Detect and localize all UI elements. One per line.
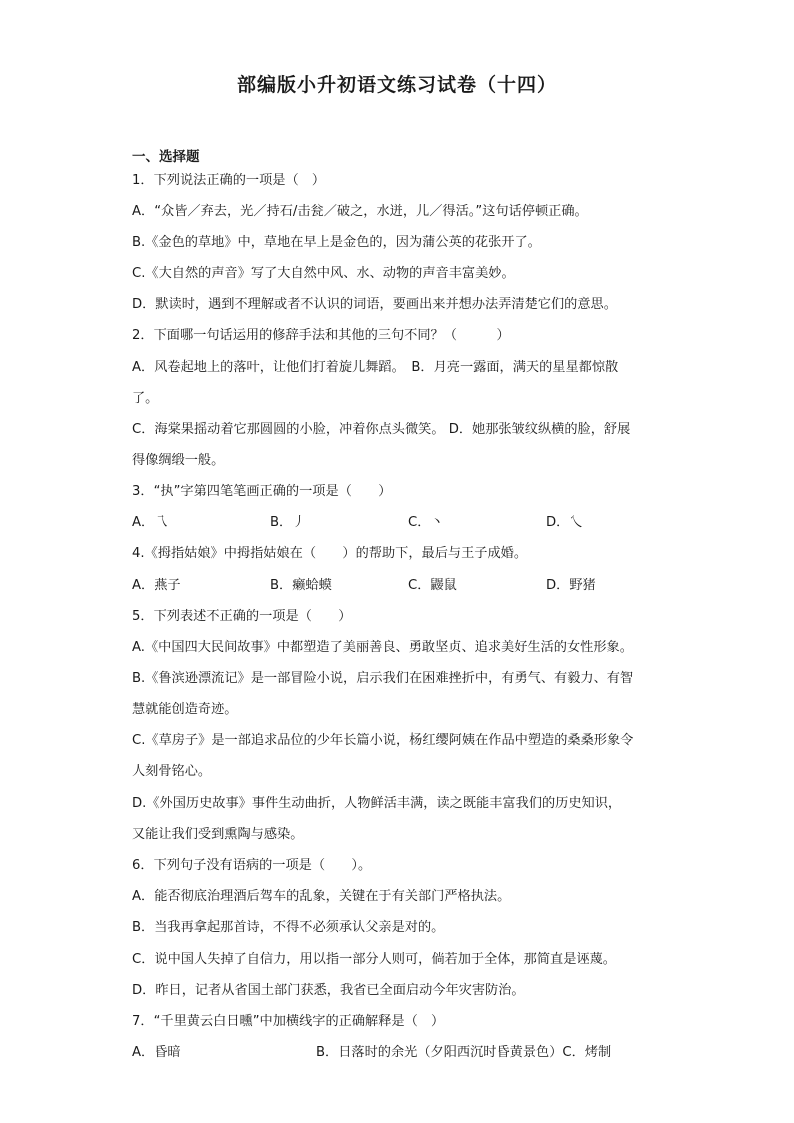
question-4-stem: 4.《拇指姑娘》中拇指姑娘在（ ）的帮助下，最后与王子成婚。 <box>132 546 528 561</box>
question-6-option-d: D．昨日，记者从省国土部门获悉，我省已全面启动今年灾害防治。 <box>132 983 525 998</box>
question-3-option-a: A．乁 <box>132 515 168 530</box>
question-6-stem: 6．下列句子没有语病的一项是（ ）。 <box>132 858 372 873</box>
question-3-stem: 3．“执”字第四笔笔画正确的一项是（ ） <box>132 484 392 499</box>
question-2-options-line-1: A．风卷起地上的落叶，让他们打着旋儿舞蹈。 B．月亮一露面，满天的星星都惊散 <box>132 360 619 375</box>
question-1-option-b: B.《金色的草地》中，草地在早上是金色的，因为蒲公英的花张开了。 <box>132 235 541 250</box>
question-5-option-b-line-2: 慧就能创造奇迹。 <box>132 702 238 717</box>
question-6-option-c: C．说中国人失掉了自信力，用以指一部分人则可，倘若加于全体，那简直是诬蔑。 <box>132 952 616 967</box>
question-6-option-b: B．当我再拿起那首诗，不得不必须承认父亲是对的。 <box>132 920 445 935</box>
question-3-option-b: B．丿 <box>270 515 306 530</box>
question-2-stem: 2．下面哪一句话运用的修辞手法和其他的三句不同？（ ） <box>132 328 510 343</box>
question-4-option-b: B．癞蛤蟆 <box>270 578 332 593</box>
question-2-options-line-2: 了。 <box>132 391 159 406</box>
question-2-options-line-3: C．海棠果摇动着它那圆圆的小脸，冲着你点头微笑。 D．她那张皱纹纵横的脸，舒展 <box>132 422 631 437</box>
question-5-option-d-line-1: D.《外国历史故事》事件生动曲折，人物鲜活丰满，读之既能丰富我们的历史知识， <box>132 796 622 811</box>
question-4-option-a: A．燕子 <box>132 578 181 593</box>
question-5-option-a: A.《中国四大民间故事》中都塑造了美丽善良、勇敢坚贞、追求美好生活的女性形象。 <box>132 640 633 655</box>
question-4-option-c: C．鼹鼠 <box>408 578 457 593</box>
question-6-option-a: A．能否彻底治理酒后驾车的乱象，关键在于有关部门严格执法。 <box>132 889 511 904</box>
question-3-option-d: D．乀 <box>546 515 583 530</box>
question-4-option-d: D．野猪 <box>546 578 596 593</box>
question-3-option-c: C．丶 <box>408 515 444 530</box>
question-1-option-d: D．默读时，遇到不理解或者不认识的词语，要画出来并想办法弄清楚它们的意思。 <box>132 297 617 312</box>
question-2-options-line-4: 得像绸缎一般。 <box>132 453 225 468</box>
question-5-option-c-line-1: C.《草房子》是一部追求品位的少年长篇小说，杨红缨阿姨在作品中塑造的桑桑形象令 <box>132 733 634 748</box>
question-7-stem: 7．“千里黄云白日曛”中加横线字的正确解释是（ ） <box>132 1014 445 1029</box>
question-5-option-b-line-1: B.《鲁滨逊漂流记》是一部冒险小说，启示我们在困难挫折中，有勇气、有毅力、有智 <box>132 671 634 686</box>
question-1-option-a: A．“众皆／弃去，光／持石/击瓮／破之，水迸，儿／得活。”这句话停顿正确。 <box>132 204 588 219</box>
question-1-stem: 1．下列说法正确的一项是（ ） <box>132 173 326 188</box>
question-5-option-d-line-2: 又能让我们受到熏陶与感染。 <box>132 827 304 842</box>
question-1-option-c: C.《大自然的声音》写了大自然中风、水、动物的声音丰富美妙。 <box>132 266 515 281</box>
question-5-stem: 5．下列表述不正确的一项是（ ） <box>132 609 352 624</box>
question-7-option-a: A．昏暗 <box>132 1045 181 1060</box>
question-7-option-b-c: B．日落时的余光（夕阳西沉时昏黄景色）C．烤制 <box>316 1045 612 1060</box>
question-5-option-c-line-2: 人刻骨铭心。 <box>132 764 212 779</box>
section-heading: 一、选择题 <box>132 149 200 165</box>
page-title: 部编版小升初语文练习试卷（十四） <box>236 74 557 96</box>
